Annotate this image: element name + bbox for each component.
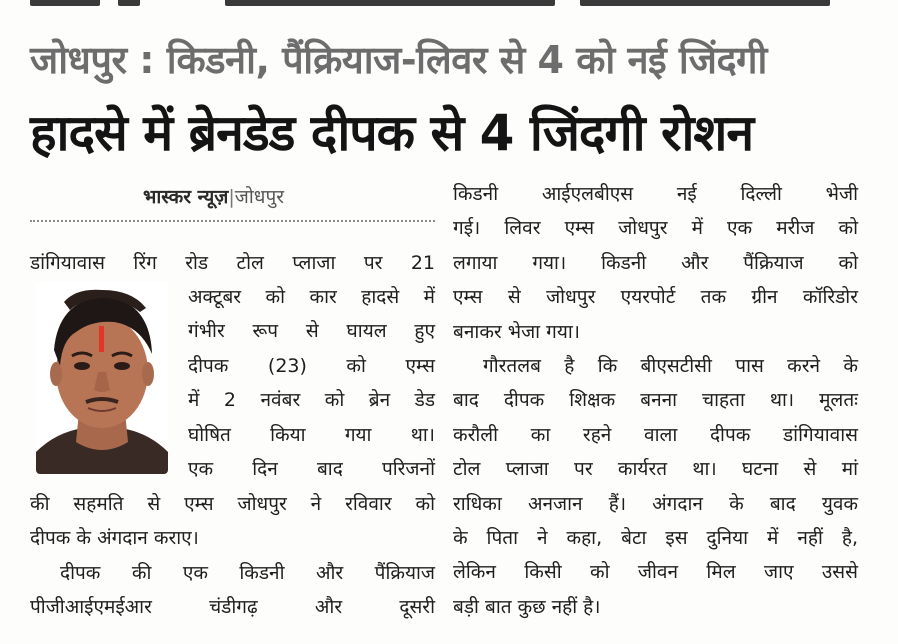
portrait-photo: [36, 282, 168, 474]
left-col-wrap-line: में 2 नवंबर को ब्रेन डेड: [188, 389, 435, 412]
right-col-line: किडनी आईएलबीएस नई दिल्ली भेजी: [453, 183, 858, 205]
right-col-line: लगाया गया। किडनी और पैंक्रियाज को: [453, 251, 858, 274]
right-col-line: गई। लिवर एम्स जोधपुर में एक मरीज को: [453, 217, 858, 240]
left-col-para2-line-1: दीपक की एक किडनी और पैंक्रियाज: [60, 562, 435, 584]
right-col-line: एम्स से जोधपुर एयरपोर्ट तक ग्रीन कॉरिडोर: [453, 286, 858, 309]
byline-dotted-rule: [30, 220, 435, 222]
byline: [143, 183, 284, 211]
right-col-line: बाद दीपक शिक्षक बनना चाहता था। मूलतः: [453, 389, 858, 412]
byline-agency: भास्कर न्यूज़: [143, 186, 229, 208]
right-column: [453, 177, 858, 624]
left-col-line-after-1: की सहमति से एम्स जोधपुर ने रविवार को: [30, 493, 435, 515]
article-kicker: जोधपुर : किडनी, पैंक्रियाज-लिवर से 4 को नई जिंदगी: [30, 38, 767, 82]
right-col-line: बड़ी बात कुछ नहीं है।: [453, 595, 601, 618]
left-col-line-after-2: दीपक के अंगदान कराए।: [30, 527, 199, 549]
left-col-wrap-line: गंभीर रूप से घायल हुए: [188, 320, 435, 343]
left-col-wrapped-text: [188, 280, 435, 486]
left-col-para2-line-2: पीजीआईएमईआर चंडीगढ़ और दूसरी: [30, 596, 435, 618]
article-headline: हादसे में ब्रेनडेड दीपक से 4 जिंदगी रोशन: [30, 104, 754, 162]
right-col-line: राधिका अनजान हैं। अंगदान के बाद युवक: [453, 492, 858, 515]
left-col-line-1: डांगियावास रिंग रोड टोल प्लाजा पर 21: [30, 252, 435, 274]
byline-separator: |: [228, 186, 235, 208]
byline-city: जोधपुर: [234, 186, 285, 208]
person-portrait-icon: [36, 282, 168, 474]
left-col-wrap-line: अक्टूबर को कार हादसे में: [188, 286, 435, 308]
cropped-previous-article-edge: [0, 0, 898, 10]
left-col-wrap-line: घोषित किया गया था।: [188, 423, 435, 446]
right-col-line: टोल प्लाजा पर कार्यरत था। घटना से मां: [453, 458, 858, 481]
right-col-line: करौली का रहने वाला दीपक डांगियावास: [453, 423, 858, 446]
right-col-line: गौरतलब है कि बीएसटीसी पास करने के: [483, 355, 858, 378]
right-col-line: के पिता ने कहा, बेटा इस दुनिया में नहीं है,: [453, 527, 858, 550]
left-col-wrap-line: एक दिन बाद परिजनों: [188, 458, 435, 481]
left-col-wrap-line: दीपक (23) को एम्स: [188, 354, 435, 377]
right-col-line: लेकिन किसी को जीवन मिल जाए उससे: [453, 561, 858, 584]
right-col-line: बनाकर भेजा गया।: [453, 320, 580, 343]
